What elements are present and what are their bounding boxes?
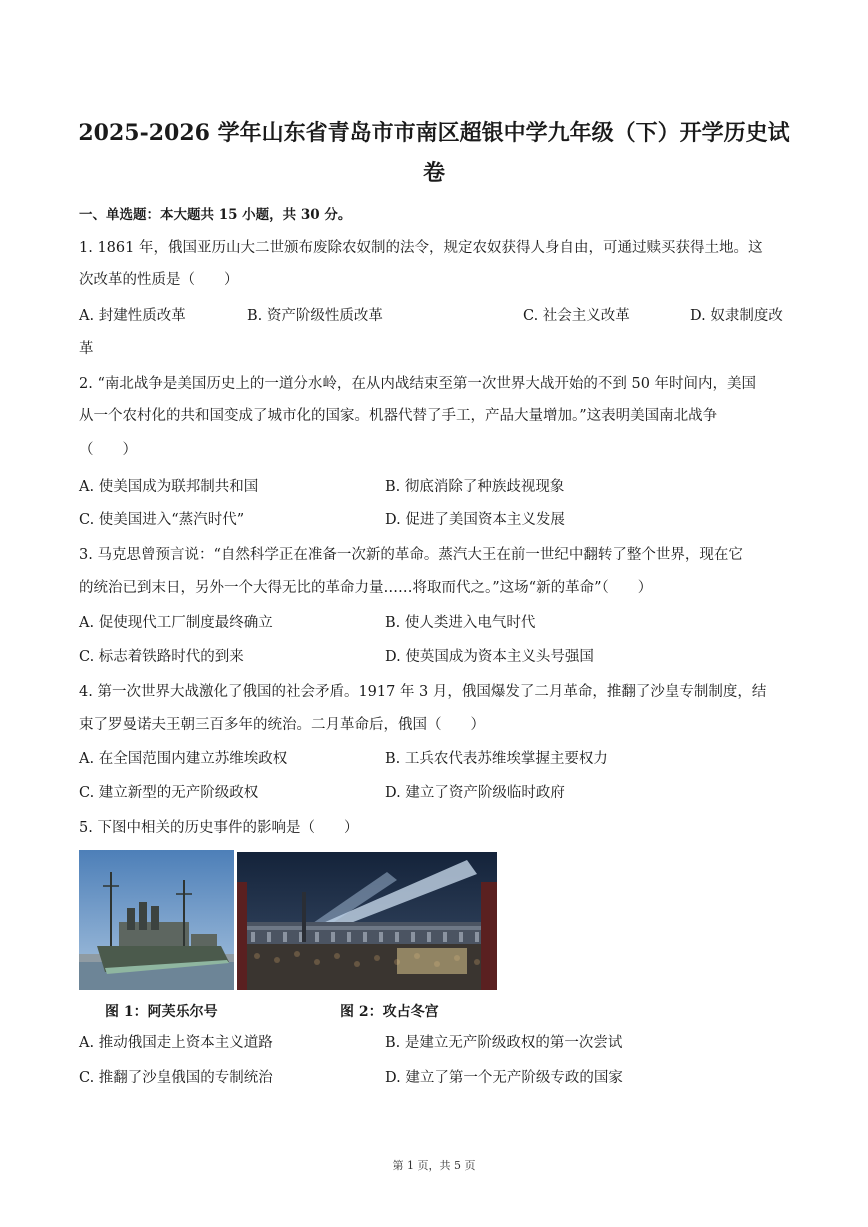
figure-1-caption: 图 1：阿芙乐尔号	[105, 1004, 218, 1020]
q1-option-d-wrap: 革	[79, 341, 94, 357]
q3-option-c: C. 标志着铁路时代的到来	[79, 649, 244, 665]
q1-text-line1: 1. 1861 年，俄国亚历山大二世颁布废除农奴制的法令，规定农奴获得人身自由，可通过赎买获得土地。这	[79, 240, 763, 256]
figure-2-winter-palace-image	[237, 852, 497, 990]
q3-text-line1: 3. 马克思曾预言说：“自然科学正在准备一次新的革命。蒸汽大王在前一世纪中翻转了整个世界，现在它	[79, 547, 743, 563]
q4-option-b: B. 工兵农代表苏维埃掌握主要权力	[385, 751, 608, 767]
q2-text-line3: （ ）	[79, 442, 137, 458]
q1-option-d: D. 奴隶制度改	[690, 308, 783, 324]
q5-option-d: D. 建立了第一个无产阶级专政的国家	[385, 1070, 623, 1086]
figure-2-caption: 图 2：攻占冬宫	[340, 1004, 439, 1020]
section-header: 一、单选题：本大题共 15 小题，共 30 分。	[79, 207, 352, 223]
q5-text-line1: 5. 下图中相关的历史事件的影响是（ ）	[79, 820, 359, 836]
q4-text-line2: 束了罗曼诺夫王朝三百多年的统治。二月革命后，俄国（ ）	[79, 717, 485, 733]
figure-1-aurora-image	[79, 850, 234, 990]
q2-option-d: D. 促进了美国资本主义发展	[385, 512, 565, 528]
q3-option-a: A. 促使现代工厂制度最终确立	[79, 615, 273, 631]
q3-option-d: D. 使英国成为资本主义头号强国	[385, 649, 594, 665]
q1-option-b: B. 资产阶级性质改革	[247, 308, 383, 324]
q5-option-a: A. 推动俄国走上资本主义道路	[79, 1035, 273, 1051]
q5-option-b: B. 是建立无产阶级政权的第一次尝试	[385, 1035, 623, 1051]
q4-option-c: C. 建立新型的无产阶级政权	[79, 785, 259, 801]
q4-text-line1: 4. 第一次世界大战激化了俄国的社会矛盾。1917 年 3 月，俄国爆发了二月革命，推翻了沙皇专制制度，结	[79, 684, 767, 700]
q3-option-b: B. 使人类进入电气时代	[385, 615, 536, 631]
q1-option-a: A. 封建性质改革	[79, 308, 186, 324]
q5-option-c: C. 推翻了沙皇俄国的专制统治	[79, 1070, 273, 1086]
q2-text-line2: 从一个农村化的共和国变成了城市化的国家。机器代替了手工，产品大量增加。”这表明美国南北战争	[79, 408, 718, 424]
q2-text-line1: 2. “南北战争是美国历史上的一道分水岭，在从内战结束至第一次世界大战开始的不到 50 年时间内，美国	[79, 376, 757, 392]
q4-option-a: A. 在全国范围内建立苏维埃政权	[79, 751, 288, 767]
q2-option-c: C. 使美国进入“蒸汽时代”	[79, 512, 245, 528]
q2-option-b: B. 彻底消除了种族歧视现象	[385, 479, 565, 495]
q4-option-d: D. 建立了资产阶级临时政府	[385, 785, 565, 801]
q2-option-a: A. 使美国成为联邦制共和国	[79, 479, 259, 495]
exam-title-line2: 卷	[422, 160, 445, 186]
q1-option-c: C. 社会主义改革	[523, 308, 630, 324]
exam-title-line1: 2025-2026 学年山东省青岛市市南区超银中学九年级（下）开学历史试	[78, 120, 790, 146]
q3-text-line2: 的统治已到末日，另外一个大得无比的革命力量……将取而代之。”这场“新的革命”（ ）	[79, 580, 653, 596]
page-footer: 第 1 页，共 5 页	[392, 1159, 476, 1172]
q1-text-line2: 次改革的性质是（ ）	[79, 272, 239, 288]
